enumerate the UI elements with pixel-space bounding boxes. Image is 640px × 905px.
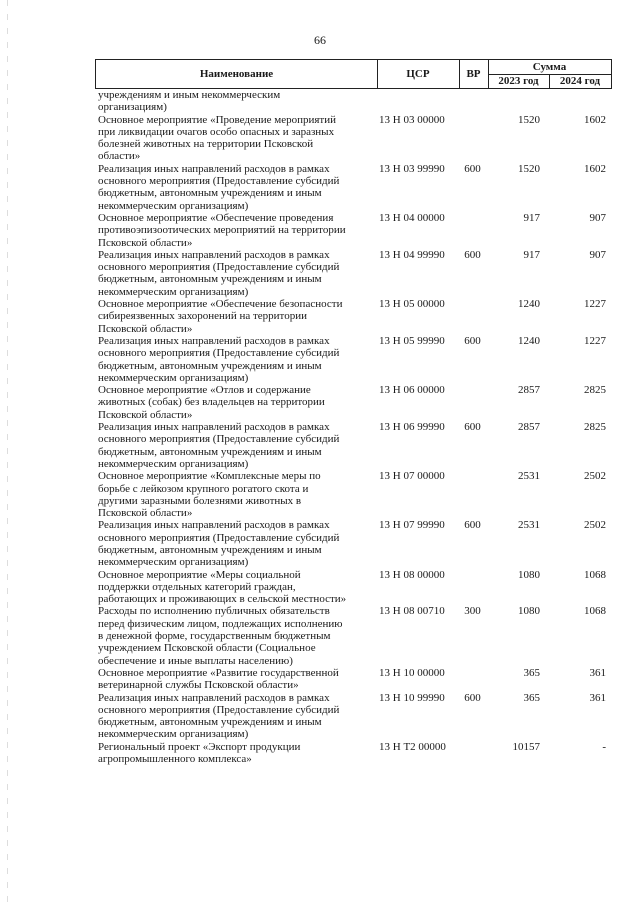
row-name: Реализация иных направлений расходов в рамках основного мероприятия (Предоставление субсидий бюджетным, автономным учреждениям и иным некоммерческим организациям) (98, 248, 340, 298)
row-sum-2024: 361 (589, 666, 606, 679)
table-row (95, 519, 612, 568)
row-name: Основное мероприятие «Меры социальной поддержки отдельных категорий граждан, работающих и проживающих в сельской местности» (98, 568, 347, 606)
table-row (95, 470, 612, 519)
row-vr (458, 89, 487, 114)
row-sum-2023: 917 (523, 211, 540, 224)
row-vr (458, 212, 487, 249)
row-name: Основное мероприятие «Обеспечение проведения противоэпизоотических мероприятий на территории Псковской области» (98, 211, 346, 249)
row-name: Реализация иных направлений расходов в рамках основного мероприятия (Предоставление субсидий бюджетным, автономным учреждениям и иным некоммерческим организациям) (98, 519, 340, 569)
row-sum-2023: 1080 (518, 605, 540, 618)
row-csr: 13 Н 05 00000 (379, 298, 445, 311)
table-row (95, 212, 612, 249)
row-vr: 600 (464, 162, 481, 175)
page-number: 66 (314, 33, 326, 47)
row-vr: 600 (464, 334, 481, 347)
row-sum-2024: 1068 (584, 568, 606, 581)
row-sum-2023: 1240 (518, 298, 540, 311)
row-sum-2024: 2825 (584, 384, 606, 397)
row-sum-2024: 1227 (584, 298, 606, 311)
row-sum-2023: 1520 (518, 113, 540, 126)
table-row (95, 384, 612, 421)
row-sum-2023: 1080 (518, 568, 540, 581)
row-sum-2023: 917 (523, 248, 540, 261)
row-sum-2023: 1240 (518, 334, 540, 347)
header-sum: Сумма (488, 60, 611, 75)
scan-margin-line (7, 0, 8, 905)
row-name: Основное мероприятие «Комплексные меры по борьбе с лейкозом крупного рогатого скота и другими заразными болезнями животных в Псковской области» (98, 470, 321, 520)
row-csr: 13 Н 04 99990 (379, 248, 445, 261)
row-vr: 600 (464, 248, 481, 261)
row-name: Основное мероприятие «Отлов и содержание животных (собак) без владельцев на территории Псковской области» (98, 384, 325, 421)
row-csr (376, 89, 458, 114)
row-vr (458, 298, 487, 335)
row-vr (458, 667, 487, 692)
table-row (95, 298, 612, 335)
row-sum-2024: 907 (589, 248, 606, 261)
row-sum-2024: 361 (589, 691, 606, 704)
row-name: Основное мероприятие «Обеспечение безопасности сибиреязвенных захоронений на территории Псковской области» (98, 298, 343, 335)
row-vr: 600 (464, 421, 481, 434)
row-vr (458, 470, 487, 519)
table-body (95, 89, 612, 765)
row-sum-2023: 10157 (512, 740, 540, 753)
row-name: Основное мероприятие «Проведение мероприятий при ликвидации очагов особо опасных и заразных болезней животных на территории Псковской области» (98, 113, 337, 163)
row-csr: 13 Н 03 00000 (379, 113, 445, 126)
row-csr: 13 Н 04 00000 (379, 211, 445, 224)
row-sum-2024: 1068 (584, 605, 606, 618)
row-name: Реализация иных направлений расходов в рамках основного мероприятия (Предоставление субсидий бюджетным, автономным учреждениям и иным некоммерческим организациям) (98, 691, 340, 741)
table-row (95, 249, 612, 298)
table-row (95, 335, 612, 384)
row-sum-2023 (487, 89, 548, 114)
table-row (95, 605, 612, 666)
row-sum-2024: 907 (589, 211, 606, 224)
row-sum-2024: 1227 (584, 334, 606, 347)
header-year-2023: 2023 год (488, 74, 550, 88)
row-csr: 13 Н 05 99990 (379, 334, 445, 347)
row-sum-2024: 1602 (584, 113, 606, 126)
table-row (95, 692, 612, 741)
table-row (95, 741, 612, 766)
row-sum-2024: 2502 (584, 519, 606, 532)
header-csr: ЦСР (377, 60, 460, 88)
row-vr (458, 114, 487, 163)
row-csr: 13 Н 03 99990 (379, 162, 445, 175)
row-name: учреждениям и иным некоммерческим организациям) (98, 89, 281, 114)
row-csr: 13 Н 10 99990 (379, 691, 445, 704)
row-csr: 13 Н 06 99990 (379, 421, 445, 434)
budget-table (95, 59, 612, 766)
table-header (95, 59, 612, 89)
row-vr (458, 741, 487, 766)
row-vr: 600 (464, 691, 481, 704)
row-csr: 13 Н 08 00000 (379, 568, 445, 581)
row-sum-2023: 2857 (518, 384, 540, 397)
row-sum-2024: 2825 (584, 421, 606, 434)
row-sum-2024: 1602 (584, 162, 606, 175)
table-row (95, 421, 612, 470)
row-name: Реализация иных направлений расходов в рамках основного мероприятия (Предоставление субсидий бюджетным, автономным учреждениям и иным некоммерческим организациям) (98, 334, 340, 384)
header-vr: ВР (459, 60, 489, 88)
row-vr (458, 569, 487, 606)
row-name: Реализация иных направлений расходов в рамках основного мероприятия (Предоставление субсидий бюджетным, автономным учреждениям и иным некоммерческим организациям) (98, 421, 340, 470)
row-sum-2024: 2502 (584, 470, 606, 483)
row-name: Реализация иных направлений расходов в рамках основного мероприятия (Предоставление субсидий бюджетным, автономным учреждениям и иным некоммерческим организациям) (98, 162, 340, 212)
header-name: Наименование (96, 60, 378, 88)
row-vr (458, 384, 487, 421)
table-row (95, 114, 612, 163)
table-row (95, 667, 612, 692)
row-sum-2024: - (602, 740, 606, 753)
row-name: Основное мероприятие «Развитие государственной ветеринарной службы Псковской области» (98, 666, 339, 692)
row-name: Региональный проект «Экспорт продукции агропромышленного комплекса» (98, 740, 301, 766)
header-year-2024: 2024 год (559, 75, 601, 87)
table-row (95, 89, 612, 114)
row-csr: 13 Н 10 00000 (379, 666, 445, 679)
row-sum-2023: 2531 (518, 470, 540, 483)
row-csr: 13 Н 07 00000 (379, 470, 445, 483)
row-sum-2023: 2857 (518, 421, 540, 434)
row-sum-2024 (548, 89, 612, 114)
row-sum-2023: 365 (523, 666, 540, 679)
row-vr: 600 (464, 519, 481, 532)
row-sum-2023: 365 (523, 691, 540, 704)
row-csr: 13 Н Т2 00000 (379, 740, 446, 753)
row-csr: 13 Н 07 99990 (379, 519, 445, 532)
row-sum-2023: 1520 (518, 162, 540, 175)
row-csr: 13 Н 08 00710 (379, 605, 445, 618)
table-row (95, 163, 612, 212)
row-name: Расходы по исполнению публичных обязательств перед физическим лицом, подлежащих исполнению в денежной форме, государственным бюджетным учреждением Псковской области (Социальное обеспечение и иные выплаты населению) (98, 605, 343, 667)
row-sum-2023: 2531 (518, 519, 540, 532)
row-csr: 13 Н 06 00000 (379, 384, 445, 397)
table-row (95, 569, 612, 606)
row-vr: 300 (464, 605, 481, 618)
